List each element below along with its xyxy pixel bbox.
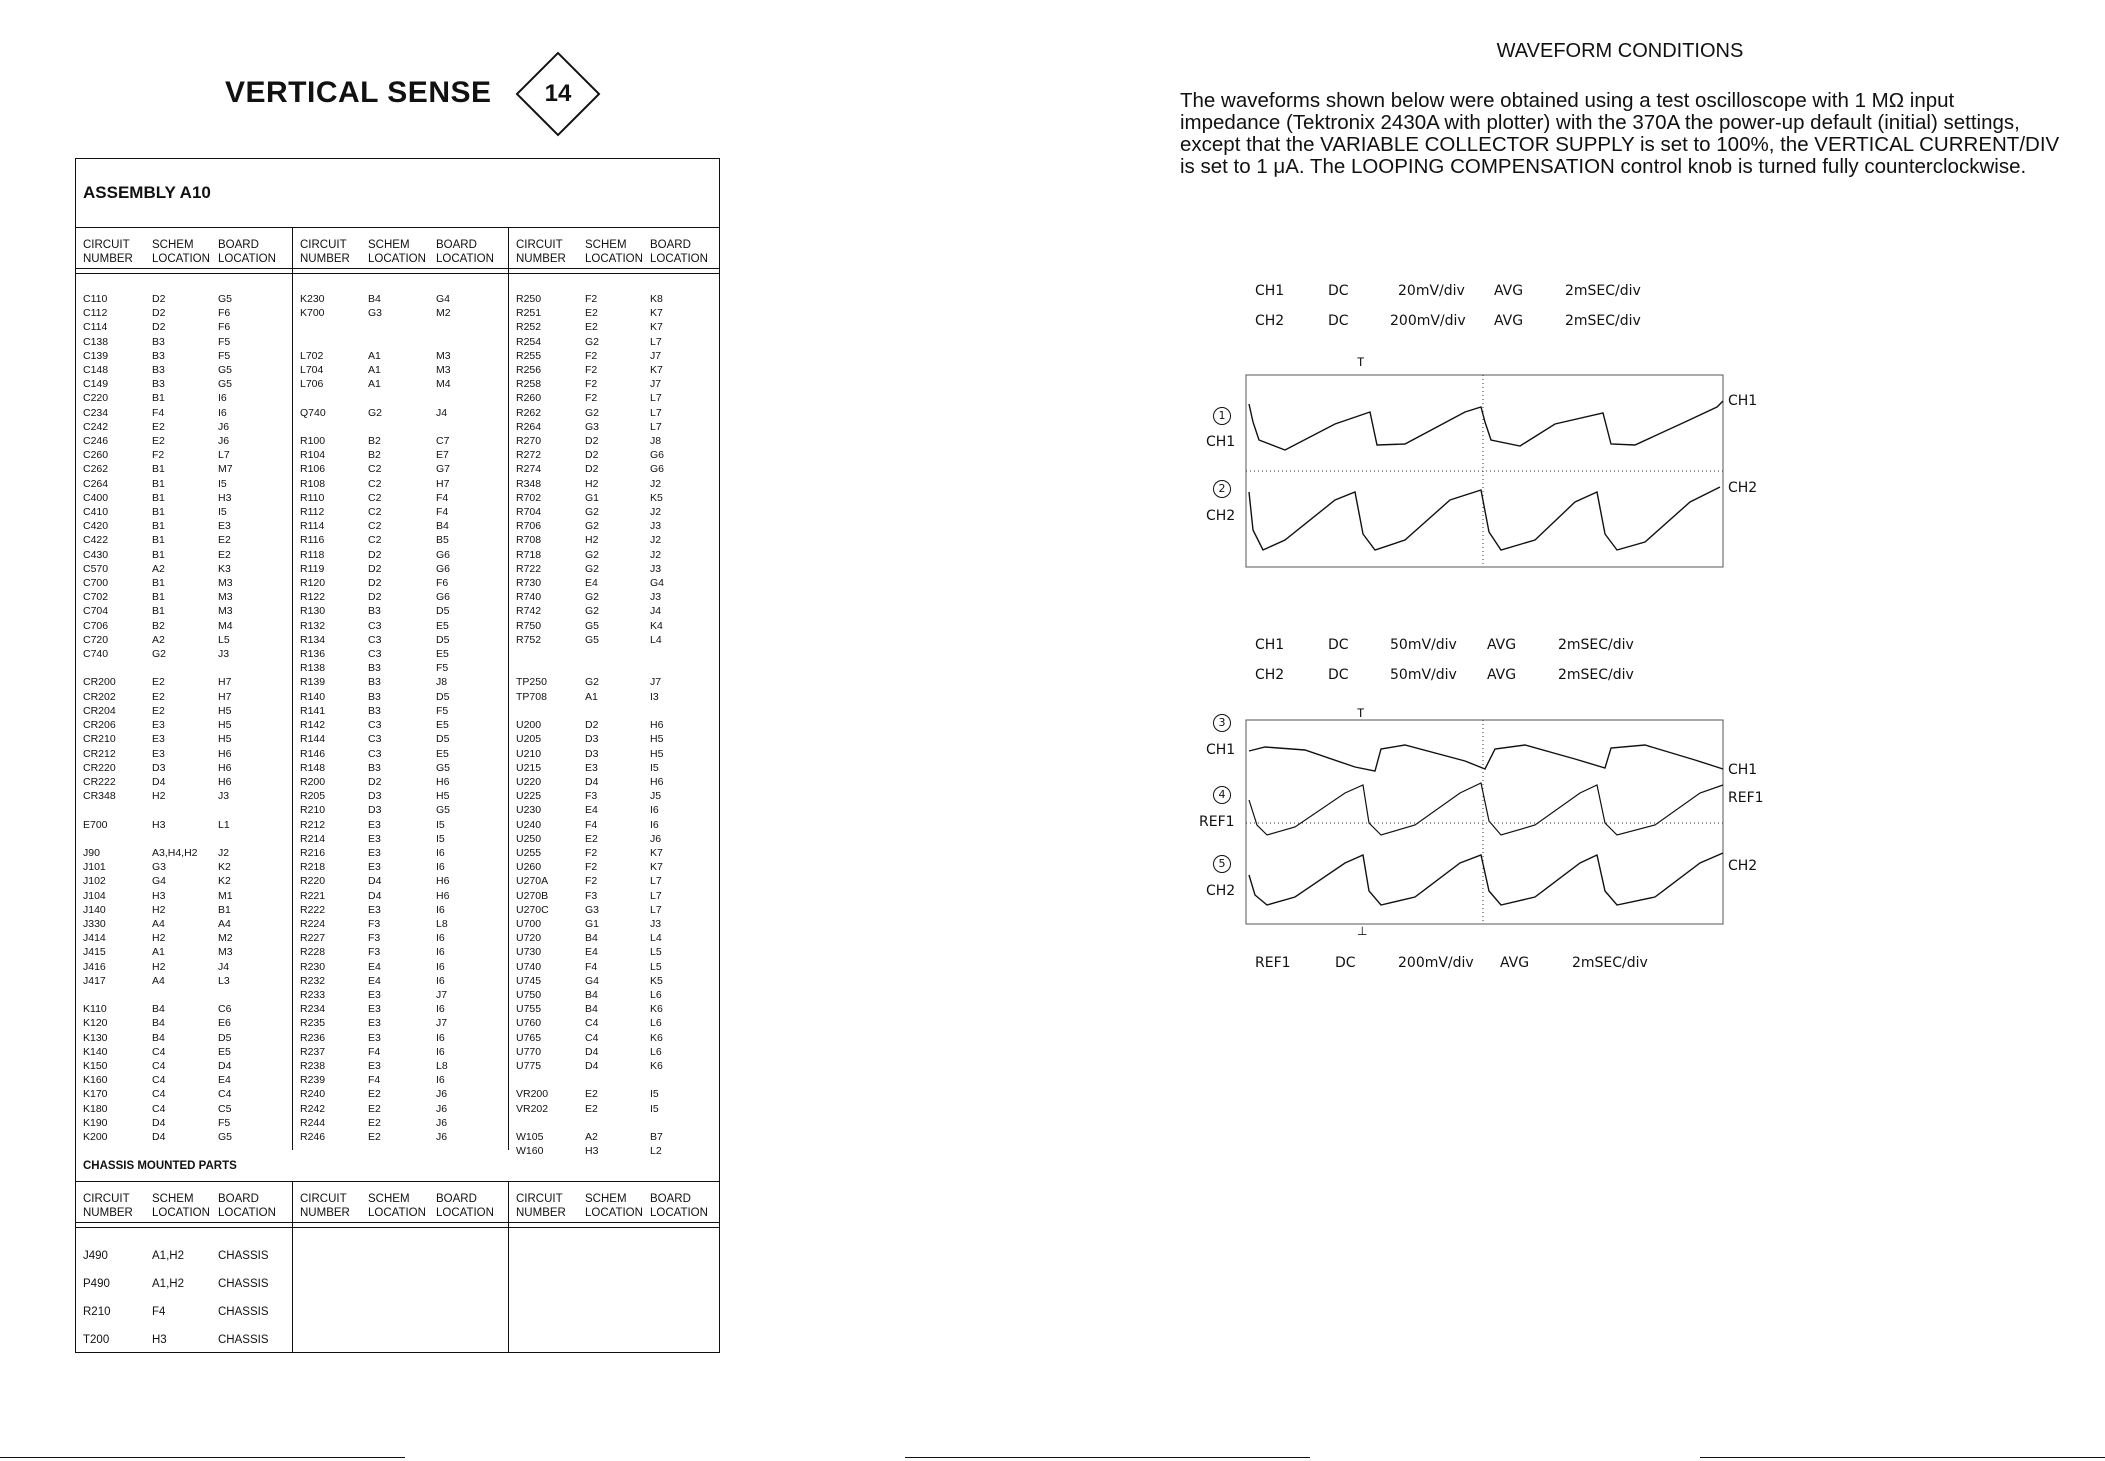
- header-circuit: CIRCUIT NUMBER: [300, 239, 350, 265]
- chassis-board: CHASSIS: [218, 1334, 269, 1346]
- marker-3-icon: 3: [1213, 714, 1231, 732]
- marker-5-label: CH2: [1206, 883, 1236, 899]
- col3-board: K8 K7 K7 L7 J7 K7 J7 L7 L7 L7 J8 G6 G6 J2 K5 J2 J3 J2 J2 J3 G4 J3 J4 K4 L4 J7 I3 H6 H5 H5 I5 H6 J5 I6 I6 J6 K7 K7 L7 L7 L7 J3 L4 L5 L5 K5 L6 K6 L6 K6 L6 K6 I5 I5 B7 L2: [650, 293, 665, 1158]
- header-schem: SCHEM LOCATION: [585, 1193, 643, 1219]
- header-board: BOARD LOCATION: [218, 1193, 276, 1219]
- s2-mode: AVG: [1487, 667, 1517, 683]
- divider: [75, 1181, 720, 1182]
- s2-footer-coupling: DC: [1335, 955, 1356, 971]
- marker-5-icon: 5: [1213, 855, 1231, 873]
- header-board: BOARD LOCATION: [650, 1193, 708, 1219]
- s2-coupling: DC: [1328, 637, 1349, 653]
- marker-2-label: CH2: [1206, 508, 1236, 524]
- trigger-mark-icon: T: [1357, 706, 1365, 720]
- divider: [75, 268, 720, 269]
- column-divider: [292, 227, 293, 1150]
- page-title: VERTICAL SENSE: [225, 76, 492, 109]
- chassis-circuit: P490: [83, 1278, 110, 1290]
- divider: [75, 273, 720, 274]
- s1-time: 2mSEC/div: [1565, 283, 1641, 299]
- col1-schem: D2 D2 D2 B3 B3 B3 B3 B1 F4 E2 E2 F2 B1 B1 B1 B1 B1 B1 B1 A2 B1 B1 B1 B2 A2 G2 E2 E2 E2 E3 E3 E3 D3 D4 H2 H3 A3,H4,H2 G3 G4 H3 H2 A4 H2 A1 H2 A4 B4 B4 B4 C4 C4 C4 C4 C4 D4 D4: [152, 293, 198, 1143]
- col3-schem: F2 E2 E2 G2 F2 F2 F2 F2 G2 G3 D2 D2 D2 H2 G1 G2 G2 H2 G2 G2 E4 G2 G2 G5 G5 G2 A1 D2 D3 D3 E3 D4 F3 E4 F4 E2 F2 F2 F2 F3 G3 G1 B4 E4 F4 G4 B4 B4 C4 C4 D4 D4 E2 E2 A2 H3: [585, 293, 600, 1158]
- s2-volts: 50mV/div: [1390, 637, 1457, 653]
- s2-right-label: CH1: [1728, 762, 1758, 778]
- s1-mode: AVG: [1494, 283, 1524, 299]
- column-divider: [292, 1181, 293, 1353]
- s2-footer-ch: REF1: [1255, 955, 1291, 971]
- header-circuit: CIRCUIT NUMBER: [300, 1193, 350, 1219]
- chassis-board: CHASSIS: [218, 1278, 269, 1290]
- s2-ch: CH2: [1255, 667, 1285, 683]
- s2-coupling: DC: [1328, 667, 1349, 683]
- s1-mode: AVG: [1494, 313, 1524, 329]
- col2-schem: B4 G3 A1 A1 A1 G2 B2 B2 C2 C2 C2 C2 C2 C2 D2 D2 D2 D2 B3 C3 C3 C3 B3 B3 B3 B3 C3 C3 C3 B3 D2 D3 D3 E3 E3 E3 E3 D4 D4 E3 F3 F3 F3 E4 E4 E3 E3 E3 E3 F4 E3 F4 E2 E2 E2 E2: [368, 293, 383, 1143]
- chassis-board: CHASSIS: [218, 1306, 269, 1318]
- s2-right-label: REF1: [1728, 790, 1764, 806]
- marker-3-label: CH1: [1206, 742, 1236, 758]
- ref1-trace: [1249, 783, 1723, 835]
- chassis-schem: F4: [152, 1306, 166, 1318]
- trigger-mark-icon: ⊥: [1357, 924, 1368, 935]
- s1-volts: 200mV/div: [1390, 313, 1466, 329]
- footer-rule: [0, 1457, 405, 1458]
- divider: [75, 1222, 720, 1223]
- s1-coupling: DC: [1328, 313, 1349, 329]
- col2-board: G4 M2 M3 M3 M4 J4 C7 E7 G7 H7 F4 F4 B4 B5 G6 G6 F6 G6 D5 E5 D5 E5 F5 J8 D5 F5 E5 D5 E5 G5 H6 H5 G5 I5 I5 I6 I6 H6 H6 I6 L8 I6 I6 I6 I6 J7 I6 J7 I6 I6 L8 I6 J6 J6 J6 J6: [436, 293, 451, 1143]
- header-board: BOARD LOCATION: [436, 239, 494, 265]
- scope2-frame: [1246, 720, 1723, 924]
- waveform-description: The waveforms shown below were obtained using a test oscilloscope with 1 MΩ input impedance (Tektronix 2430A with plotter) with the 370A the power-up default (initial) settings, except that the VARIABLE COLLECTOR SUPPLY is set to 100%, the VERTICAL CURRENT/DIV is set to 1 μA. The LOOPING COMPENSATION control knob is turned fully counterclockwise.: [1180, 89, 2060, 178]
- marker-4-icon: 4: [1213, 786, 1231, 804]
- header-board: BOARD LOCATION: [218, 239, 276, 265]
- header-schem: SCHEM LOCATION: [368, 239, 426, 265]
- chassis-circuit: J490: [83, 1250, 108, 1262]
- scope1-display: [1245, 352, 1725, 570]
- footer-rule: [1700, 1457, 2105, 1458]
- header-board: BOARD LOCATION: [436, 1193, 494, 1219]
- divider: [75, 227, 720, 228]
- header-circuit: CIRCUIT NUMBER: [83, 1193, 133, 1219]
- s1-right-label: CH1: [1728, 393, 1758, 409]
- s2-footer-volts: 200mV/div: [1398, 955, 1474, 971]
- col1-circuit: C110 C112 C114 C138 C139 C148 C149 C220 C234 C242 C246 C260 C262 C264 C400 C410 C420 C422 C430 C570 C700 C702 C704 C706 C720 C740 CR200 CR202 CR204 CR206 CR210 CR212 CR220 CR222 CR348 E700 J90 J101 J102 J104 J140 J330 J414 J415 J416 J417 K110 K120 K130 K140 K150 K160 K170 K180 K190 K200: [83, 293, 116, 1143]
- s2-time: 2mSEC/div: [1558, 637, 1634, 653]
- s2-right-label: CH2: [1728, 858, 1758, 874]
- ch1-trace: [1249, 401, 1723, 450]
- ch1-trace: [1249, 745, 1723, 771]
- s2-footer-mode: AVG: [1500, 955, 1530, 971]
- chassis-title: CHASSIS MOUNTED PARTS: [83, 1160, 237, 1172]
- s1-volts: 20mV/div: [1398, 283, 1465, 299]
- header-schem: SCHEM LOCATION: [152, 1193, 210, 1219]
- footer-rule: [905, 1457, 1310, 1458]
- header-circuit: CIRCUIT NUMBER: [516, 1193, 566, 1219]
- scope2-display: [1245, 705, 1725, 935]
- marker-1-icon: 1: [1213, 407, 1231, 425]
- trigger-mark-icon: T: [1357, 355, 1365, 369]
- s2-time: 2mSEC/div: [1558, 667, 1634, 683]
- s2-footer-time: 2mSEC/div: [1572, 955, 1648, 971]
- chassis-circuit: T200: [83, 1334, 110, 1346]
- ch2-trace: [1249, 487, 1720, 550]
- marker-1-label: CH1: [1206, 434, 1236, 450]
- chassis-board: CHASSIS: [218, 1250, 269, 1262]
- s1-ch: CH2: [1255, 313, 1285, 329]
- header-schem: SCHEM LOCATION: [585, 239, 643, 265]
- s1-coupling: DC: [1328, 283, 1349, 299]
- waveform-title: WAVEFORM CONDITIONS: [1496, 40, 1744, 62]
- s2-volts: 50mV/div: [1390, 667, 1457, 683]
- scope1-frame: [1246, 375, 1723, 567]
- s1-time: 2mSEC/div: [1565, 313, 1641, 329]
- marker-2-icon: 2: [1213, 480, 1231, 498]
- s1-right-label: CH2: [1728, 480, 1758, 496]
- chassis-schem: A1,H2: [152, 1250, 184, 1262]
- divider: [75, 1227, 720, 1228]
- s2-ch: CH1: [1255, 637, 1285, 653]
- header-circuit: CIRCUIT NUMBER: [83, 239, 133, 265]
- column-divider: [508, 1181, 509, 1353]
- header-board: BOARD LOCATION: [650, 239, 708, 265]
- chassis-circuit: R210: [83, 1306, 111, 1318]
- header-circuit: CIRCUIT NUMBER: [516, 239, 566, 265]
- header-schem: SCHEM LOCATION: [152, 239, 210, 265]
- s1-ch: CH1: [1255, 283, 1285, 299]
- col2-circuit: K230 K700 L702 L704 L706 Q740 R100 R104 R106 R108 R110 R112 R114 R116 R118 R119 R120 R122 R130 R132 R134 R136 R138 R139 R140 R141 R142 R144 R146 R148 R200 R205 R210 R212 R214 R216 R218 R220 R221 R222 R224 R227 R228 R230 R232 R233 R234 R235 R236 R237 R238 R239 R240 R242 R244 R246: [300, 293, 326, 1143]
- col3-circuit: R250 R251 R252 R254 R255 R256 R258 R260 R262 R264 R270 R272 R274 R348 R702 R704 R706 R708 R718 R722 R730 R740 R742 R750 R752 TP250 TP708 U200 U205 U210 U215 U220 U225 U230 U240 U250 U255 U260 U270A U270B U270C U700 U720 U730 U740 U745 U750 U755 U760 U765 U770 U775 VR200 VR202 W105 W160: [516, 293, 549, 1158]
- section-number: 14: [544, 80, 572, 107]
- assembly-title: ASSEMBLY A10: [83, 183, 211, 202]
- col1-board: G5 F6 F6 F5 F5 G5 G5 I6 I6 J6 J6 L7 M7 I5 H3 I5 E3 E2 E2 K3 M3 M3 M3 M4 L5 J3 H7 H7 H5 H5 H5 H6 H6 H6 J3 L1 J2 K2 K2 M1 B1 A4 M2 M3 J4 L3 C6 E6 D5 E5 D4 E4 C4 C5 F5 G5: [218, 293, 233, 1143]
- marker-4-label: REF1: [1199, 814, 1235, 830]
- column-divider: [508, 227, 509, 1150]
- header-schem: SCHEM LOCATION: [368, 1193, 426, 1219]
- ch2-trace: [1249, 853, 1723, 905]
- chassis-schem: A1,H2: [152, 1278, 184, 1290]
- chassis-schem: H3: [152, 1334, 167, 1346]
- s2-mode: AVG: [1487, 637, 1517, 653]
